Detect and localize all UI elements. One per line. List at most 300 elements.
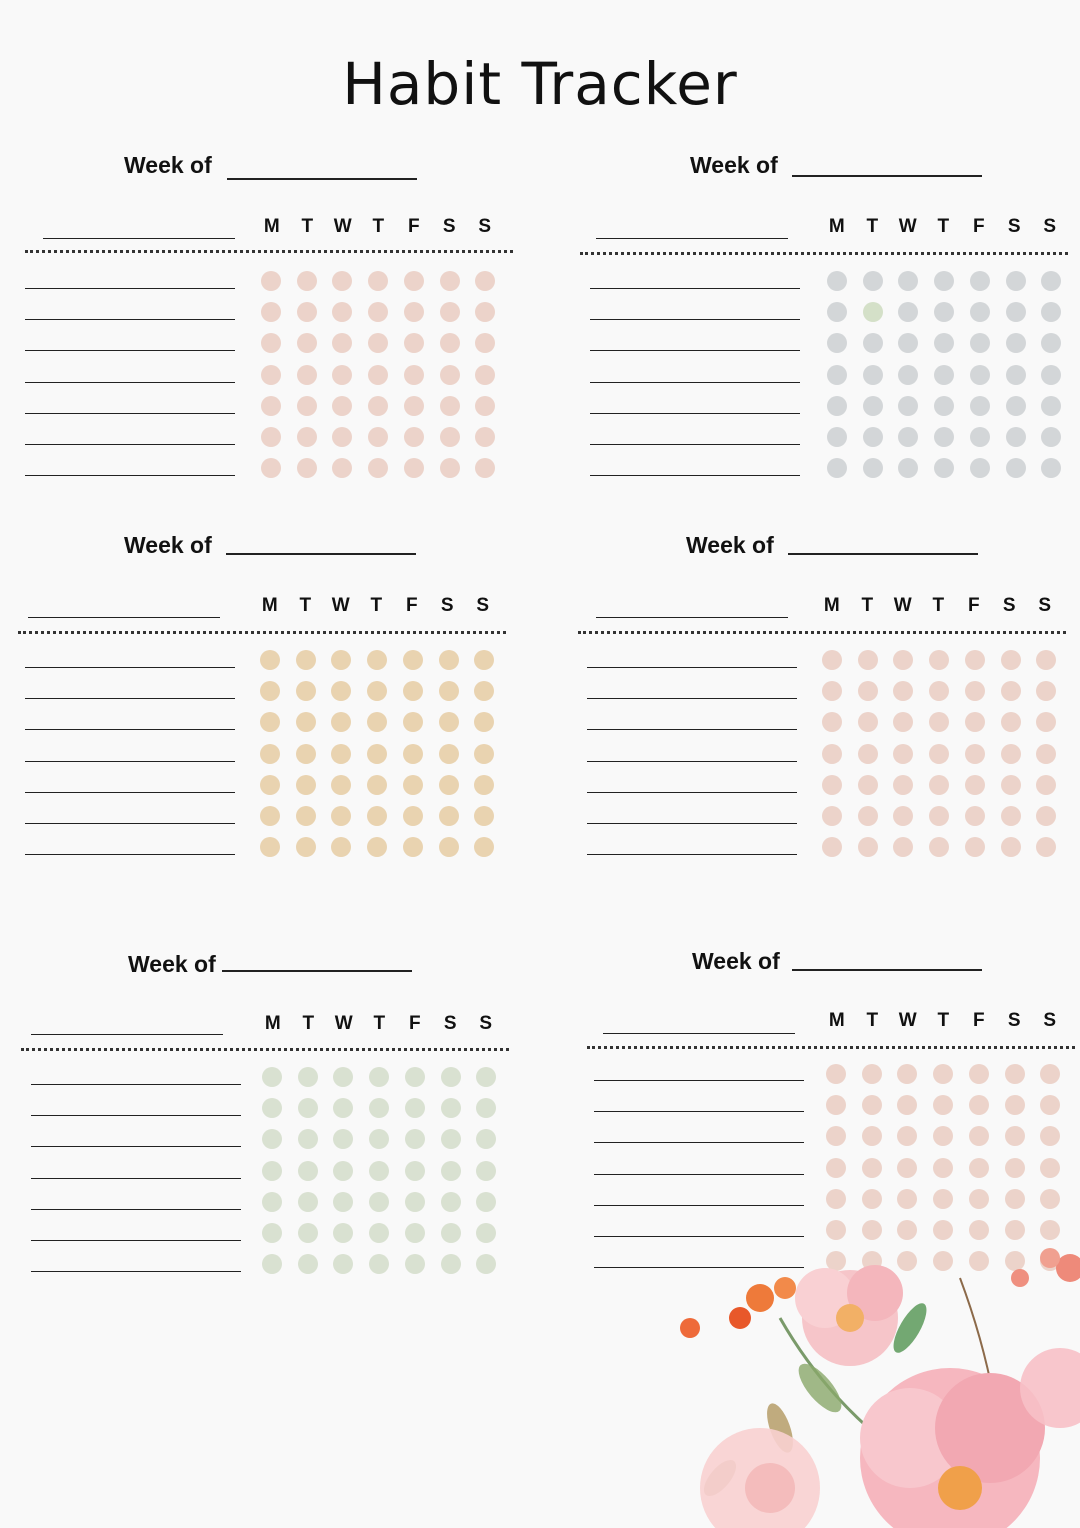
habit-check-dot[interactable] — [404, 271, 424, 291]
habit-check-dot[interactable] — [934, 271, 954, 291]
habit-check-dot[interactable] — [1001, 806, 1021, 826]
habit-check-dot[interactable] — [933, 1095, 953, 1115]
habit-check-dot[interactable] — [262, 1098, 282, 1118]
habit-name-field[interactable] — [25, 413, 235, 414]
habit-check-dot[interactable] — [403, 712, 423, 732]
habit-name-field[interactable] — [590, 288, 800, 289]
habit-check-dot[interactable] — [441, 1098, 461, 1118]
habit-check-dot[interactable] — [403, 744, 423, 764]
habit-check-dot[interactable] — [439, 744, 459, 764]
habit-check-dot[interactable] — [897, 1189, 917, 1209]
habit-check-dot[interactable] — [369, 1192, 389, 1212]
habit-name-field[interactable] — [594, 1205, 804, 1206]
habit-check-dot[interactable] — [441, 1192, 461, 1212]
habit-check-dot[interactable] — [1006, 302, 1026, 322]
habit-check-dot[interactable] — [476, 1129, 496, 1149]
habit-check-dot[interactable] — [827, 271, 847, 291]
habit-check-dot[interactable] — [261, 271, 281, 291]
habit-check-dot[interactable] — [298, 1067, 318, 1087]
week-date-field[interactable] — [226, 553, 416, 555]
habit-check-dot[interactable] — [298, 1192, 318, 1212]
habit-check-dot[interactable] — [1040, 1220, 1060, 1240]
habit-check-dot[interactable] — [1040, 1158, 1060, 1178]
habit-check-dot[interactable] — [403, 806, 423, 826]
habit-check-dot[interactable] — [333, 1098, 353, 1118]
habit-name-field[interactable] — [25, 350, 235, 351]
habit-check-dot[interactable] — [934, 333, 954, 353]
habit-check-dot[interactable] — [296, 837, 316, 857]
habit-check-dot[interactable] — [262, 1161, 282, 1181]
habit-check-dot[interactable] — [1040, 1126, 1060, 1146]
habit-name-field[interactable] — [587, 698, 797, 699]
habit-check-dot[interactable] — [333, 1129, 353, 1149]
habit-check-dot[interactable] — [826, 1126, 846, 1146]
habit-check-dot[interactable] — [1041, 333, 1061, 353]
habit-check-dot[interactable] — [440, 302, 460, 322]
habit-name-field[interactable] — [25, 288, 235, 289]
habit-check-dot[interactable] — [475, 396, 495, 416]
habit-name-field[interactable] — [587, 761, 797, 762]
habit-check-dot[interactable] — [440, 365, 460, 385]
habit-check-dot[interactable] — [1001, 712, 1021, 732]
habit-check-dot[interactable] — [863, 302, 883, 322]
habit-check-dot[interactable] — [260, 775, 280, 795]
habit-check-dot[interactable] — [1036, 744, 1056, 764]
habit-check-dot[interactable] — [261, 333, 281, 353]
habit-check-dot[interactable] — [262, 1223, 282, 1243]
habit-check-dot[interactable] — [1006, 333, 1026, 353]
habit-check-dot[interactable] — [261, 458, 281, 478]
habit-check-dot[interactable] — [969, 1158, 989, 1178]
habit-check-dot[interactable] — [1001, 775, 1021, 795]
habit-name-field[interactable] — [594, 1142, 804, 1143]
habit-check-dot[interactable] — [297, 302, 317, 322]
habit-check-dot[interactable] — [367, 806, 387, 826]
habit-check-dot[interactable] — [331, 650, 351, 670]
habit-check-dot[interactable] — [1040, 1095, 1060, 1115]
habit-check-dot[interactable] — [970, 427, 990, 447]
habit-check-dot[interactable] — [476, 1098, 496, 1118]
habit-check-dot[interactable] — [822, 744, 842, 764]
habit-check-dot[interactable] — [439, 837, 459, 857]
habit-check-dot[interactable] — [331, 775, 351, 795]
habit-column-header-field[interactable] — [28, 617, 220, 618]
habit-check-dot[interactable] — [439, 650, 459, 670]
habit-check-dot[interactable] — [262, 1067, 282, 1087]
habit-check-dot[interactable] — [1001, 650, 1021, 670]
habit-check-dot[interactable] — [261, 396, 281, 416]
habit-check-dot[interactable] — [476, 1067, 496, 1087]
habit-check-dot[interactable] — [1041, 458, 1061, 478]
habit-check-dot[interactable] — [934, 365, 954, 385]
habit-check-dot[interactable] — [898, 427, 918, 447]
habit-check-dot[interactable] — [297, 396, 317, 416]
habit-name-field[interactable] — [25, 761, 235, 762]
habit-check-dot[interactable] — [260, 650, 280, 670]
habit-check-dot[interactable] — [862, 1189, 882, 1209]
habit-check-dot[interactable] — [403, 837, 423, 857]
week-date-field[interactable] — [227, 178, 417, 180]
habit-check-dot[interactable] — [474, 837, 494, 857]
habit-check-dot[interactable] — [475, 427, 495, 447]
habit-check-dot[interactable] — [404, 302, 424, 322]
habit-check-dot[interactable] — [863, 333, 883, 353]
habit-check-dot[interactable] — [858, 837, 878, 857]
habit-check-dot[interactable] — [1001, 744, 1021, 764]
habit-check-dot[interactable] — [332, 458, 352, 478]
habit-check-dot[interactable] — [1005, 1126, 1025, 1146]
habit-check-dot[interactable] — [332, 271, 352, 291]
habit-check-dot[interactable] — [261, 365, 281, 385]
habit-check-dot[interactable] — [969, 1095, 989, 1115]
habit-check-dot[interactable] — [369, 1254, 389, 1274]
habit-check-dot[interactable] — [367, 837, 387, 857]
habit-name-field[interactable] — [25, 823, 235, 824]
habit-check-dot[interactable] — [929, 806, 949, 826]
habit-check-dot[interactable] — [1006, 396, 1026, 416]
habit-check-dot[interactable] — [296, 650, 316, 670]
habit-name-field[interactable] — [590, 475, 800, 476]
habit-check-dot[interactable] — [296, 681, 316, 701]
habit-check-dot[interactable] — [893, 681, 913, 701]
habit-check-dot[interactable] — [405, 1192, 425, 1212]
habit-check-dot[interactable] — [893, 650, 913, 670]
habit-check-dot[interactable] — [403, 650, 423, 670]
habit-check-dot[interactable] — [368, 271, 388, 291]
habit-check-dot[interactable] — [1005, 1189, 1025, 1209]
habit-check-dot[interactable] — [298, 1129, 318, 1149]
habit-check-dot[interactable] — [474, 712, 494, 732]
week-date-field[interactable] — [788, 553, 978, 555]
habit-check-dot[interactable] — [332, 333, 352, 353]
habit-check-dot[interactable] — [369, 1161, 389, 1181]
habit-check-dot[interactable] — [368, 302, 388, 322]
habit-check-dot[interactable] — [405, 1098, 425, 1118]
habit-check-dot[interactable] — [1001, 681, 1021, 701]
habit-name-field[interactable] — [594, 1236, 804, 1237]
habit-name-field[interactable] — [590, 413, 800, 414]
habit-check-dot[interactable] — [934, 302, 954, 322]
habit-check-dot[interactable] — [827, 396, 847, 416]
habit-check-dot[interactable] — [1036, 681, 1056, 701]
habit-check-dot[interactable] — [476, 1192, 496, 1212]
habit-check-dot[interactable] — [897, 1095, 917, 1115]
habit-check-dot[interactable] — [332, 427, 352, 447]
habit-check-dot[interactable] — [368, 427, 388, 447]
habit-check-dot[interactable] — [893, 806, 913, 826]
habit-check-dot[interactable] — [898, 365, 918, 385]
habit-name-field[interactable] — [25, 854, 235, 855]
habit-check-dot[interactable] — [970, 396, 990, 416]
habit-check-dot[interactable] — [862, 1064, 882, 1084]
habit-check-dot[interactable] — [822, 681, 842, 701]
habit-check-dot[interactable] — [404, 427, 424, 447]
habit-check-dot[interactable] — [827, 365, 847, 385]
habit-check-dot[interactable] — [296, 744, 316, 764]
habit-name-field[interactable] — [31, 1115, 241, 1116]
habit-check-dot[interactable] — [858, 650, 878, 670]
habit-check-dot[interactable] — [933, 1220, 953, 1240]
habit-check-dot[interactable] — [475, 365, 495, 385]
habit-check-dot[interactable] — [1036, 712, 1056, 732]
habit-check-dot[interactable] — [261, 302, 281, 322]
habit-check-dot[interactable] — [1041, 271, 1061, 291]
habit-check-dot[interactable] — [367, 775, 387, 795]
habit-check-dot[interactable] — [297, 427, 317, 447]
habit-name-field[interactable] — [31, 1178, 241, 1179]
habit-check-dot[interactable] — [827, 302, 847, 322]
habit-check-dot[interactable] — [331, 712, 351, 732]
habit-check-dot[interactable] — [897, 1126, 917, 1146]
habit-check-dot[interactable] — [1005, 1158, 1025, 1178]
habit-check-dot[interactable] — [476, 1161, 496, 1181]
habit-check-dot[interactable] — [858, 712, 878, 732]
habit-column-header-field[interactable] — [596, 617, 788, 618]
habit-check-dot[interactable] — [929, 712, 949, 732]
habit-check-dot[interactable] — [1005, 1095, 1025, 1115]
habit-check-dot[interactable] — [934, 427, 954, 447]
habit-check-dot[interactable] — [898, 396, 918, 416]
habit-check-dot[interactable] — [827, 333, 847, 353]
habit-check-dot[interactable] — [474, 775, 494, 795]
habit-check-dot[interactable] — [898, 271, 918, 291]
habit-check-dot[interactable] — [822, 775, 842, 795]
habit-check-dot[interactable] — [298, 1254, 318, 1274]
habit-check-dot[interactable] — [965, 744, 985, 764]
habit-check-dot[interactable] — [1006, 365, 1026, 385]
habit-check-dot[interactable] — [826, 1220, 846, 1240]
habit-check-dot[interactable] — [822, 650, 842, 670]
habit-check-dot[interactable] — [331, 837, 351, 857]
habit-check-dot[interactable] — [862, 1126, 882, 1146]
habit-check-dot[interactable] — [826, 1064, 846, 1084]
habit-check-dot[interactable] — [367, 681, 387, 701]
habit-check-dot[interactable] — [1006, 271, 1026, 291]
habit-check-dot[interactable] — [440, 333, 460, 353]
habit-check-dot[interactable] — [897, 1064, 917, 1084]
habit-check-dot[interactable] — [404, 333, 424, 353]
habit-check-dot[interactable] — [826, 1158, 846, 1178]
habit-check-dot[interactable] — [405, 1129, 425, 1149]
habit-check-dot[interactable] — [441, 1129, 461, 1149]
habit-check-dot[interactable] — [1036, 806, 1056, 826]
habit-check-dot[interactable] — [893, 712, 913, 732]
habit-name-field[interactable] — [587, 792, 797, 793]
habit-check-dot[interactable] — [965, 837, 985, 857]
habit-column-header-field[interactable] — [603, 1033, 795, 1034]
habit-check-dot[interactable] — [897, 1158, 917, 1178]
habit-check-dot[interactable] — [1041, 427, 1061, 447]
habit-check-dot[interactable] — [262, 1129, 282, 1149]
habit-check-dot[interactable] — [1006, 458, 1026, 478]
habit-check-dot[interactable] — [297, 365, 317, 385]
habit-check-dot[interactable] — [965, 650, 985, 670]
habit-check-dot[interactable] — [898, 302, 918, 322]
habit-check-dot[interactable] — [898, 458, 918, 478]
habit-check-dot[interactable] — [367, 650, 387, 670]
habit-check-dot[interactable] — [969, 1220, 989, 1240]
habit-check-dot[interactable] — [858, 744, 878, 764]
habit-name-field[interactable] — [25, 444, 235, 445]
habit-check-dot[interactable] — [297, 271, 317, 291]
week-date-field[interactable] — [792, 175, 982, 177]
habit-check-dot[interactable] — [331, 806, 351, 826]
habit-check-dot[interactable] — [862, 1095, 882, 1115]
habit-name-field[interactable] — [25, 698, 235, 699]
habit-name-field[interactable] — [587, 823, 797, 824]
habit-check-dot[interactable] — [863, 458, 883, 478]
habit-check-dot[interactable] — [439, 712, 459, 732]
habit-check-dot[interactable] — [970, 365, 990, 385]
habit-check-dot[interactable] — [965, 681, 985, 701]
habit-check-dot[interactable] — [1006, 427, 1026, 447]
habit-check-dot[interactable] — [929, 744, 949, 764]
habit-check-dot[interactable] — [260, 681, 280, 701]
habit-check-dot[interactable] — [405, 1067, 425, 1087]
habit-check-dot[interactable] — [970, 333, 990, 353]
habit-check-dot[interactable] — [403, 775, 423, 795]
habit-name-field[interactable] — [25, 475, 235, 476]
week-date-field[interactable] — [222, 970, 412, 972]
habit-check-dot[interactable] — [333, 1254, 353, 1274]
habit-check-dot[interactable] — [475, 333, 495, 353]
habit-name-field[interactable] — [25, 319, 235, 320]
habit-check-dot[interactable] — [826, 1189, 846, 1209]
habit-check-dot[interactable] — [333, 1161, 353, 1181]
habit-name-field[interactable] — [25, 729, 235, 730]
habit-check-dot[interactable] — [298, 1223, 318, 1243]
habit-check-dot[interactable] — [933, 1064, 953, 1084]
habit-check-dot[interactable] — [440, 427, 460, 447]
habit-check-dot[interactable] — [970, 271, 990, 291]
habit-check-dot[interactable] — [441, 1254, 461, 1274]
habit-check-dot[interactable] — [333, 1192, 353, 1212]
habit-name-field[interactable] — [587, 667, 797, 668]
habit-check-dot[interactable] — [441, 1161, 461, 1181]
habit-check-dot[interactable] — [440, 271, 460, 291]
habit-check-dot[interactable] — [367, 744, 387, 764]
habit-check-dot[interactable] — [476, 1254, 496, 1274]
habit-check-dot[interactable] — [898, 333, 918, 353]
habit-name-field[interactable] — [590, 382, 800, 383]
habit-check-dot[interactable] — [933, 1189, 953, 1209]
habit-check-dot[interactable] — [333, 1067, 353, 1087]
habit-check-dot[interactable] — [298, 1098, 318, 1118]
habit-check-dot[interactable] — [827, 427, 847, 447]
habit-check-dot[interactable] — [1041, 302, 1061, 322]
habit-check-dot[interactable] — [262, 1192, 282, 1212]
habit-check-dot[interactable] — [368, 333, 388, 353]
habit-check-dot[interactable] — [1005, 1064, 1025, 1084]
habit-check-dot[interactable] — [262, 1254, 282, 1274]
habit-check-dot[interactable] — [261, 427, 281, 447]
habit-check-dot[interactable] — [476, 1223, 496, 1243]
habit-check-dot[interactable] — [929, 775, 949, 795]
habit-check-dot[interactable] — [369, 1129, 389, 1149]
habit-name-field[interactable] — [31, 1146, 241, 1147]
habit-check-dot[interactable] — [965, 712, 985, 732]
habit-check-dot[interactable] — [863, 365, 883, 385]
habit-name-field[interactable] — [31, 1271, 241, 1272]
habit-check-dot[interactable] — [369, 1067, 389, 1087]
habit-check-dot[interactable] — [863, 396, 883, 416]
habit-check-dot[interactable] — [822, 806, 842, 826]
habit-check-dot[interactable] — [369, 1098, 389, 1118]
habit-check-dot[interactable] — [1036, 837, 1056, 857]
habit-check-dot[interactable] — [296, 712, 316, 732]
habit-check-dot[interactable] — [332, 365, 352, 385]
habit-check-dot[interactable] — [368, 458, 388, 478]
habit-check-dot[interactable] — [368, 365, 388, 385]
habit-check-dot[interactable] — [858, 806, 878, 826]
habit-check-dot[interactable] — [863, 271, 883, 291]
habit-check-dot[interactable] — [1001, 837, 1021, 857]
habit-check-dot[interactable] — [893, 744, 913, 764]
habit-check-dot[interactable] — [970, 458, 990, 478]
habit-check-dot[interactable] — [474, 650, 494, 670]
habit-name-field[interactable] — [594, 1174, 804, 1175]
habit-check-dot[interactable] — [260, 744, 280, 764]
habit-check-dot[interactable] — [332, 396, 352, 416]
habit-check-dot[interactable] — [475, 271, 495, 291]
habit-check-dot[interactable] — [332, 302, 352, 322]
habit-check-dot[interactable] — [296, 806, 316, 826]
habit-name-field[interactable] — [587, 854, 797, 855]
habit-check-dot[interactable] — [405, 1254, 425, 1274]
habit-name-field[interactable] — [590, 444, 800, 445]
habit-check-dot[interactable] — [965, 775, 985, 795]
habit-name-field[interactable] — [25, 382, 235, 383]
habit-name-field[interactable] — [31, 1209, 241, 1210]
habit-check-dot[interactable] — [369, 1223, 389, 1243]
habit-check-dot[interactable] — [260, 712, 280, 732]
habit-check-dot[interactable] — [405, 1223, 425, 1243]
habit-check-dot[interactable] — [858, 681, 878, 701]
habit-check-dot[interactable] — [441, 1067, 461, 1087]
habit-check-dot[interactable] — [1041, 365, 1061, 385]
habit-check-dot[interactable] — [296, 775, 316, 795]
habit-check-dot[interactable] — [858, 775, 878, 795]
habit-check-dot[interactable] — [404, 458, 424, 478]
habit-check-dot[interactable] — [822, 837, 842, 857]
habit-name-field[interactable] — [594, 1080, 804, 1081]
habit-check-dot[interactable] — [333, 1223, 353, 1243]
habit-check-dot[interactable] — [1036, 650, 1056, 670]
habit-check-dot[interactable] — [929, 650, 949, 670]
habit-check-dot[interactable] — [404, 396, 424, 416]
habit-check-dot[interactable] — [1005, 1220, 1025, 1240]
week-date-field[interactable] — [792, 969, 982, 971]
habit-check-dot[interactable] — [897, 1220, 917, 1240]
habit-name-field[interactable] — [25, 792, 235, 793]
habit-check-dot[interactable] — [1041, 396, 1061, 416]
habit-column-header-field[interactable] — [43, 238, 235, 239]
habit-check-dot[interactable] — [367, 712, 387, 732]
habit-check-dot[interactable] — [331, 744, 351, 764]
habit-check-dot[interactable] — [862, 1220, 882, 1240]
habit-check-dot[interactable] — [1036, 775, 1056, 795]
habit-name-field[interactable] — [31, 1240, 241, 1241]
habit-check-dot[interactable] — [474, 744, 494, 764]
habit-check-dot[interactable] — [822, 712, 842, 732]
habit-check-dot[interactable] — [969, 1189, 989, 1209]
habit-check-dot[interactable] — [863, 427, 883, 447]
habit-name-field[interactable] — [594, 1111, 804, 1112]
habit-check-dot[interactable] — [298, 1161, 318, 1181]
habit-check-dot[interactable] — [1040, 1189, 1060, 1209]
habit-check-dot[interactable] — [933, 1126, 953, 1146]
habit-name-field[interactable] — [31, 1084, 241, 1085]
